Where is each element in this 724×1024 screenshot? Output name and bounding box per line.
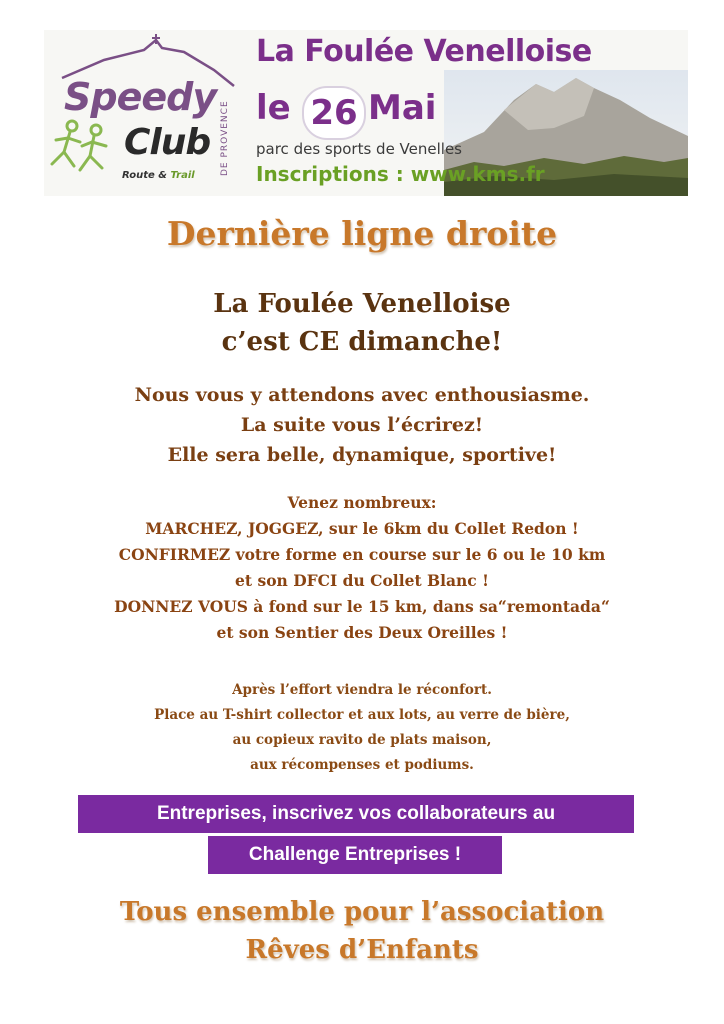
- registration-link[interactable]: Inscriptions : www.kms.fr: [256, 162, 545, 186]
- call-line: MARCHEZ, JOGGEZ, sur le 6km du Collet Redon !: [145, 519, 579, 538]
- enterprise-banner-line1: Entreprises, inscrivez vos collaborateurs au: [78, 795, 634, 833]
- event-line: La Foulée Venelloise: [213, 289, 511, 319]
- invite-line: Elle sera belle, dynamique, sportive!: [167, 444, 557, 466]
- event-date-prefix: le: [256, 88, 291, 128]
- comfort-line: Place au T-shirt collector et aux lots, au verre de bière,: [154, 707, 570, 723]
- event-line: c’est CE dimanche!: [221, 327, 503, 357]
- event-date-month: Mai: [368, 88, 437, 128]
- closing-text: [0, 893, 724, 969]
- logo-route-text: Route &: [122, 170, 171, 181]
- event-title: La Foulée Venelloise: [256, 34, 592, 69]
- invitation-text: [0, 380, 724, 470]
- call-line: et son Sentier des Deux Oreilles !: [216, 623, 508, 642]
- runners-icon: [52, 121, 106, 170]
- comfort-line: aux récompenses et podiums.: [250, 757, 474, 773]
- logo-trail-text: Trail: [170, 170, 195, 181]
- invite-line: Nous vous y attendons avec enthousiasme.: [134, 384, 590, 406]
- call-line: Venez nombreux:: [287, 493, 437, 512]
- comfort-line: au copieux ravito de plats maison,: [232, 732, 492, 748]
- event-venue: parc des sports de Venelles: [256, 140, 463, 158]
- call-line: DONNEZ VOUS à fond sur le 15 km, dans sa“remontada“: [114, 597, 610, 616]
- closing-line: Rêves d’Enfants: [245, 935, 479, 965]
- comfort-line: Après l’effort viendra le réconfort.: [232, 682, 492, 698]
- call-line: CONFIRMEZ votre forme en course sur le 6 ou le 10 km: [118, 545, 606, 564]
- enterprise-banner-line2: Challenge Entreprises !: [208, 836, 502, 874]
- invite-line: La suite vous l’écrirez!: [240, 414, 484, 436]
- logo-speedy-text: Speedy: [64, 75, 217, 119]
- call-line: et son DFCI du Collet Blanc !: [235, 571, 489, 590]
- race-options-text: [0, 490, 724, 646]
- comfort-text: [0, 678, 724, 778]
- banner-info: [254, 30, 688, 196]
- event-announcement: [0, 285, 724, 361]
- logo-tagline: [122, 170, 195, 181]
- event-banner: [44, 30, 688, 196]
- logo-provence-text: DE PROVENCE: [220, 100, 230, 176]
- logo-club-text: Club: [124, 122, 211, 163]
- speedy-club-logo: [44, 30, 254, 196]
- headline: Dernière ligne droite: [166, 214, 558, 253]
- event-date-day: 26: [302, 86, 366, 140]
- closing-line: Tous ensemble pour l’association: [119, 897, 605, 927]
